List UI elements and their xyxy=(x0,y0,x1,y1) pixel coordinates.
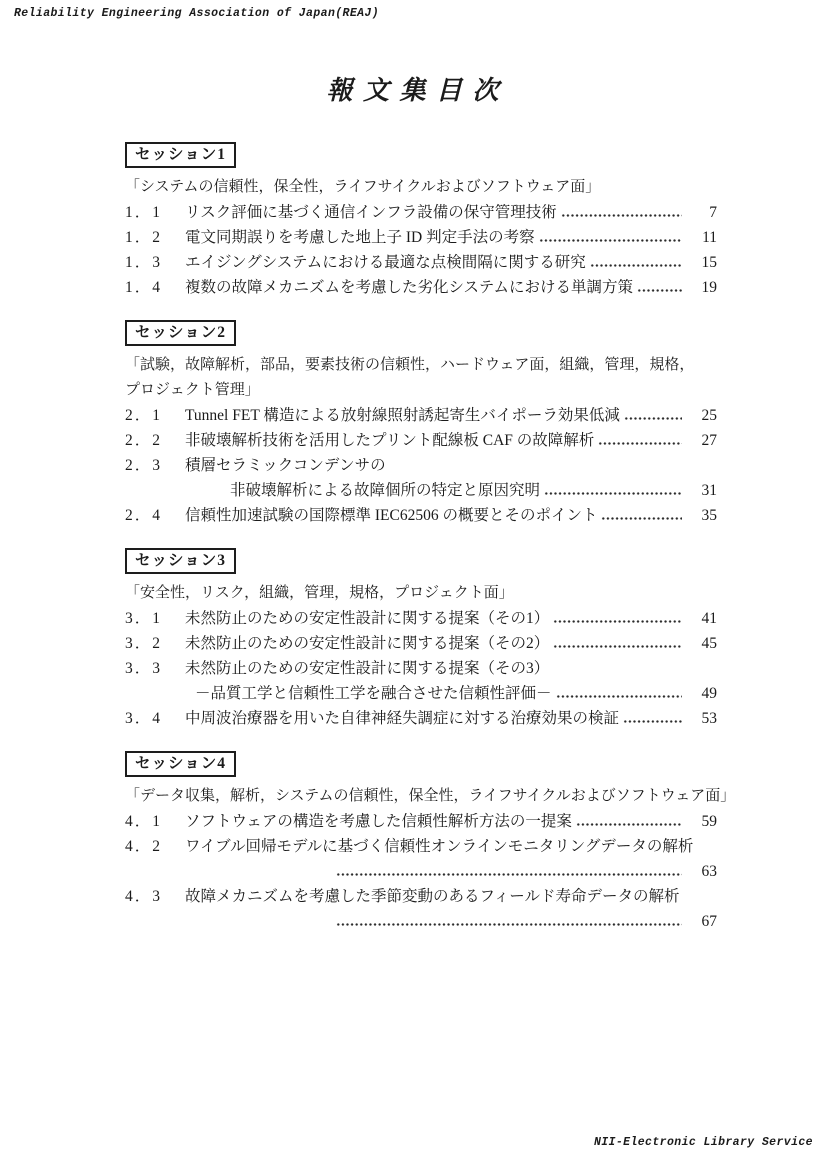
toc-entry-line xyxy=(125,403,717,428)
session-label: セッション1 xyxy=(125,142,236,168)
toc-entry-line xyxy=(125,225,717,250)
toc-entry-line xyxy=(125,631,717,656)
entry-title: 非破壊解析による故障個所の特定と原因究明 xyxy=(230,482,541,499)
dot-leader xyxy=(601,512,682,525)
entry-title: 電文同期誤りを考慮した地上子 ID 判定手法の考察 xyxy=(185,229,535,246)
session-label: セッション3 xyxy=(125,548,236,574)
entry-page-number: 27 xyxy=(701,432,717,449)
entry-number: 3．1 xyxy=(125,610,163,627)
entry-page-number: 35 xyxy=(701,507,717,524)
dot-leader xyxy=(623,715,682,728)
entry-number: 4．1 xyxy=(125,813,163,830)
entry-title: 複数の故障メカニズムを考慮した劣化システムにおける単調方策 xyxy=(185,279,633,296)
entry-number: 3．2 xyxy=(125,635,163,652)
entry-title: 積層セラミックコンデンサの xyxy=(185,457,386,474)
entry-page-number: 67 xyxy=(701,913,717,930)
dot-leader xyxy=(590,259,682,272)
session-scope-line: 「データ収集，解析，システムの信頼性，保全性，ライフサイクルおよびソフトウェア面」 xyxy=(125,788,736,804)
session-block xyxy=(125,751,736,934)
entry-title: ソフトウェアの構造を考慮した信頼性解析方法の一提案 xyxy=(185,813,572,830)
dot-leader xyxy=(539,234,682,247)
entry-number: 2．3 xyxy=(125,457,163,474)
session-scope-line: 「安全性，リスク，組織，管理，規格，プロジェクト面」 xyxy=(125,585,514,601)
entry-title: Tunnel FET 構造による放射線照射誘起寄生バイポーラ効果低減 xyxy=(185,407,620,424)
toc-entry-line xyxy=(125,884,717,909)
entry-page-number: 19 xyxy=(701,279,717,296)
toc-entry-line xyxy=(125,656,717,681)
dot-leader xyxy=(561,209,682,222)
session-label: セッション4 xyxy=(125,751,236,777)
toc-entry-line xyxy=(125,909,717,934)
entry-title: 未然防止のための安定性設計に関する提案（その3） xyxy=(185,660,550,677)
dot-leader xyxy=(637,284,682,297)
dot-leader xyxy=(553,640,682,653)
entry-number: 2．1 xyxy=(125,407,163,424)
entry-title: 非破壊解析技術を活用したプリント配線板 CAF の故障解析 xyxy=(185,432,595,449)
toc-entry-line xyxy=(125,834,717,859)
entry-page-number: 7 xyxy=(709,204,717,221)
entry-page-number: 49 xyxy=(701,685,717,702)
entry-title: 未然防止のための安定性設計に関する提案（その1） xyxy=(185,610,550,627)
entry-number: 1．4 xyxy=(125,279,163,296)
toc-entry-line xyxy=(125,453,717,478)
session-scope-line: 「試験，故障解析，部品，要素技術の信頼性，ハードウェア面，組織，管理，規格， xyxy=(125,357,695,373)
toc-entry-line xyxy=(125,250,717,275)
dot-leader xyxy=(336,918,682,931)
toc-entry-line xyxy=(125,275,717,300)
session-block xyxy=(125,142,717,300)
entry-page-number: 41 xyxy=(701,610,717,627)
toc-entry-line xyxy=(125,428,717,453)
session-scope-line: 「システムの信頼性，保全性，ライフサイクルおよびソフトウェア面」 xyxy=(125,179,601,195)
entry-title: 未然防止のための安定性設計に関する提案（その2） xyxy=(185,635,550,652)
entry-title: リスク評価に基づく通信インフラ設備の保守管理技術 xyxy=(185,204,557,221)
entry-number: 1．1 xyxy=(125,204,163,221)
session-block xyxy=(125,320,717,528)
toc-entry-line xyxy=(125,503,717,528)
toc-entry-line xyxy=(125,200,717,225)
entry-page-number: 31 xyxy=(701,482,717,499)
entry-page-number: 63 xyxy=(701,863,717,880)
toc-entry-line xyxy=(125,478,717,503)
publisher-header: Reliability Engineering Association of Japan(REAJ) xyxy=(14,7,380,20)
entry-number: 3．4 xyxy=(125,710,163,727)
page-title: 報 文 集 目 次 xyxy=(326,76,501,105)
entry-page-number: 25 xyxy=(701,407,717,424)
toc-entry-line xyxy=(125,809,717,834)
entry-number: 2．2 xyxy=(125,432,163,449)
dot-leader xyxy=(336,868,682,881)
entry-number: 4．2 xyxy=(125,838,163,855)
entry-page-number: 45 xyxy=(701,635,717,652)
entry-title: －品質工学と信頼性工学を融合させた信頼性評価－ xyxy=(195,685,552,702)
entry-number: 3．3 xyxy=(125,660,163,677)
toc-entry-line xyxy=(125,859,717,884)
entry-title: エイジングシステムにおける最適な点検間隔に関する研究 xyxy=(185,254,586,271)
dot-leader xyxy=(544,487,682,500)
toc-entry-line xyxy=(125,681,717,706)
session-scope-line: プロジェクト管理」 xyxy=(125,382,260,398)
entry-title: 中周波治療器を用いた自律神経失調症に対する治療効果の検証 xyxy=(185,710,620,727)
library-service-footer: NII-Electronic Library Service xyxy=(593,1136,813,1149)
entry-page-number: 53 xyxy=(701,710,717,727)
session-label: セッション2 xyxy=(125,320,236,346)
dot-leader xyxy=(624,412,682,425)
entry-title: 故障メカニズムを考慮した季節変動のあるフィールド寿命データの解析 xyxy=(185,888,680,905)
dot-leader xyxy=(576,818,682,831)
toc-entry-line xyxy=(125,706,717,731)
entry-number: 1．2 xyxy=(125,229,163,246)
entry-number: 2．4 xyxy=(125,507,163,524)
entry-number: 1．3 xyxy=(125,254,163,271)
entry-title: 信頼性加速試験の国際標準 IEC62506 の概要とそのポイント xyxy=(185,507,598,524)
entry-number: 4．3 xyxy=(125,888,163,905)
entry-page-number: 11 xyxy=(702,229,717,246)
entry-page-number: 59 xyxy=(701,813,717,830)
entry-title: ワイブル回帰モデルに基づく信頼性オンラインモニタリングデータの解析 xyxy=(185,838,694,855)
dot-leader xyxy=(553,615,682,628)
toc-entry-line xyxy=(125,606,717,631)
dot-leader xyxy=(556,690,682,703)
toc-content xyxy=(125,142,736,954)
entry-page-number: 15 xyxy=(701,254,717,271)
session-block xyxy=(125,548,717,731)
dot-leader xyxy=(598,437,682,450)
